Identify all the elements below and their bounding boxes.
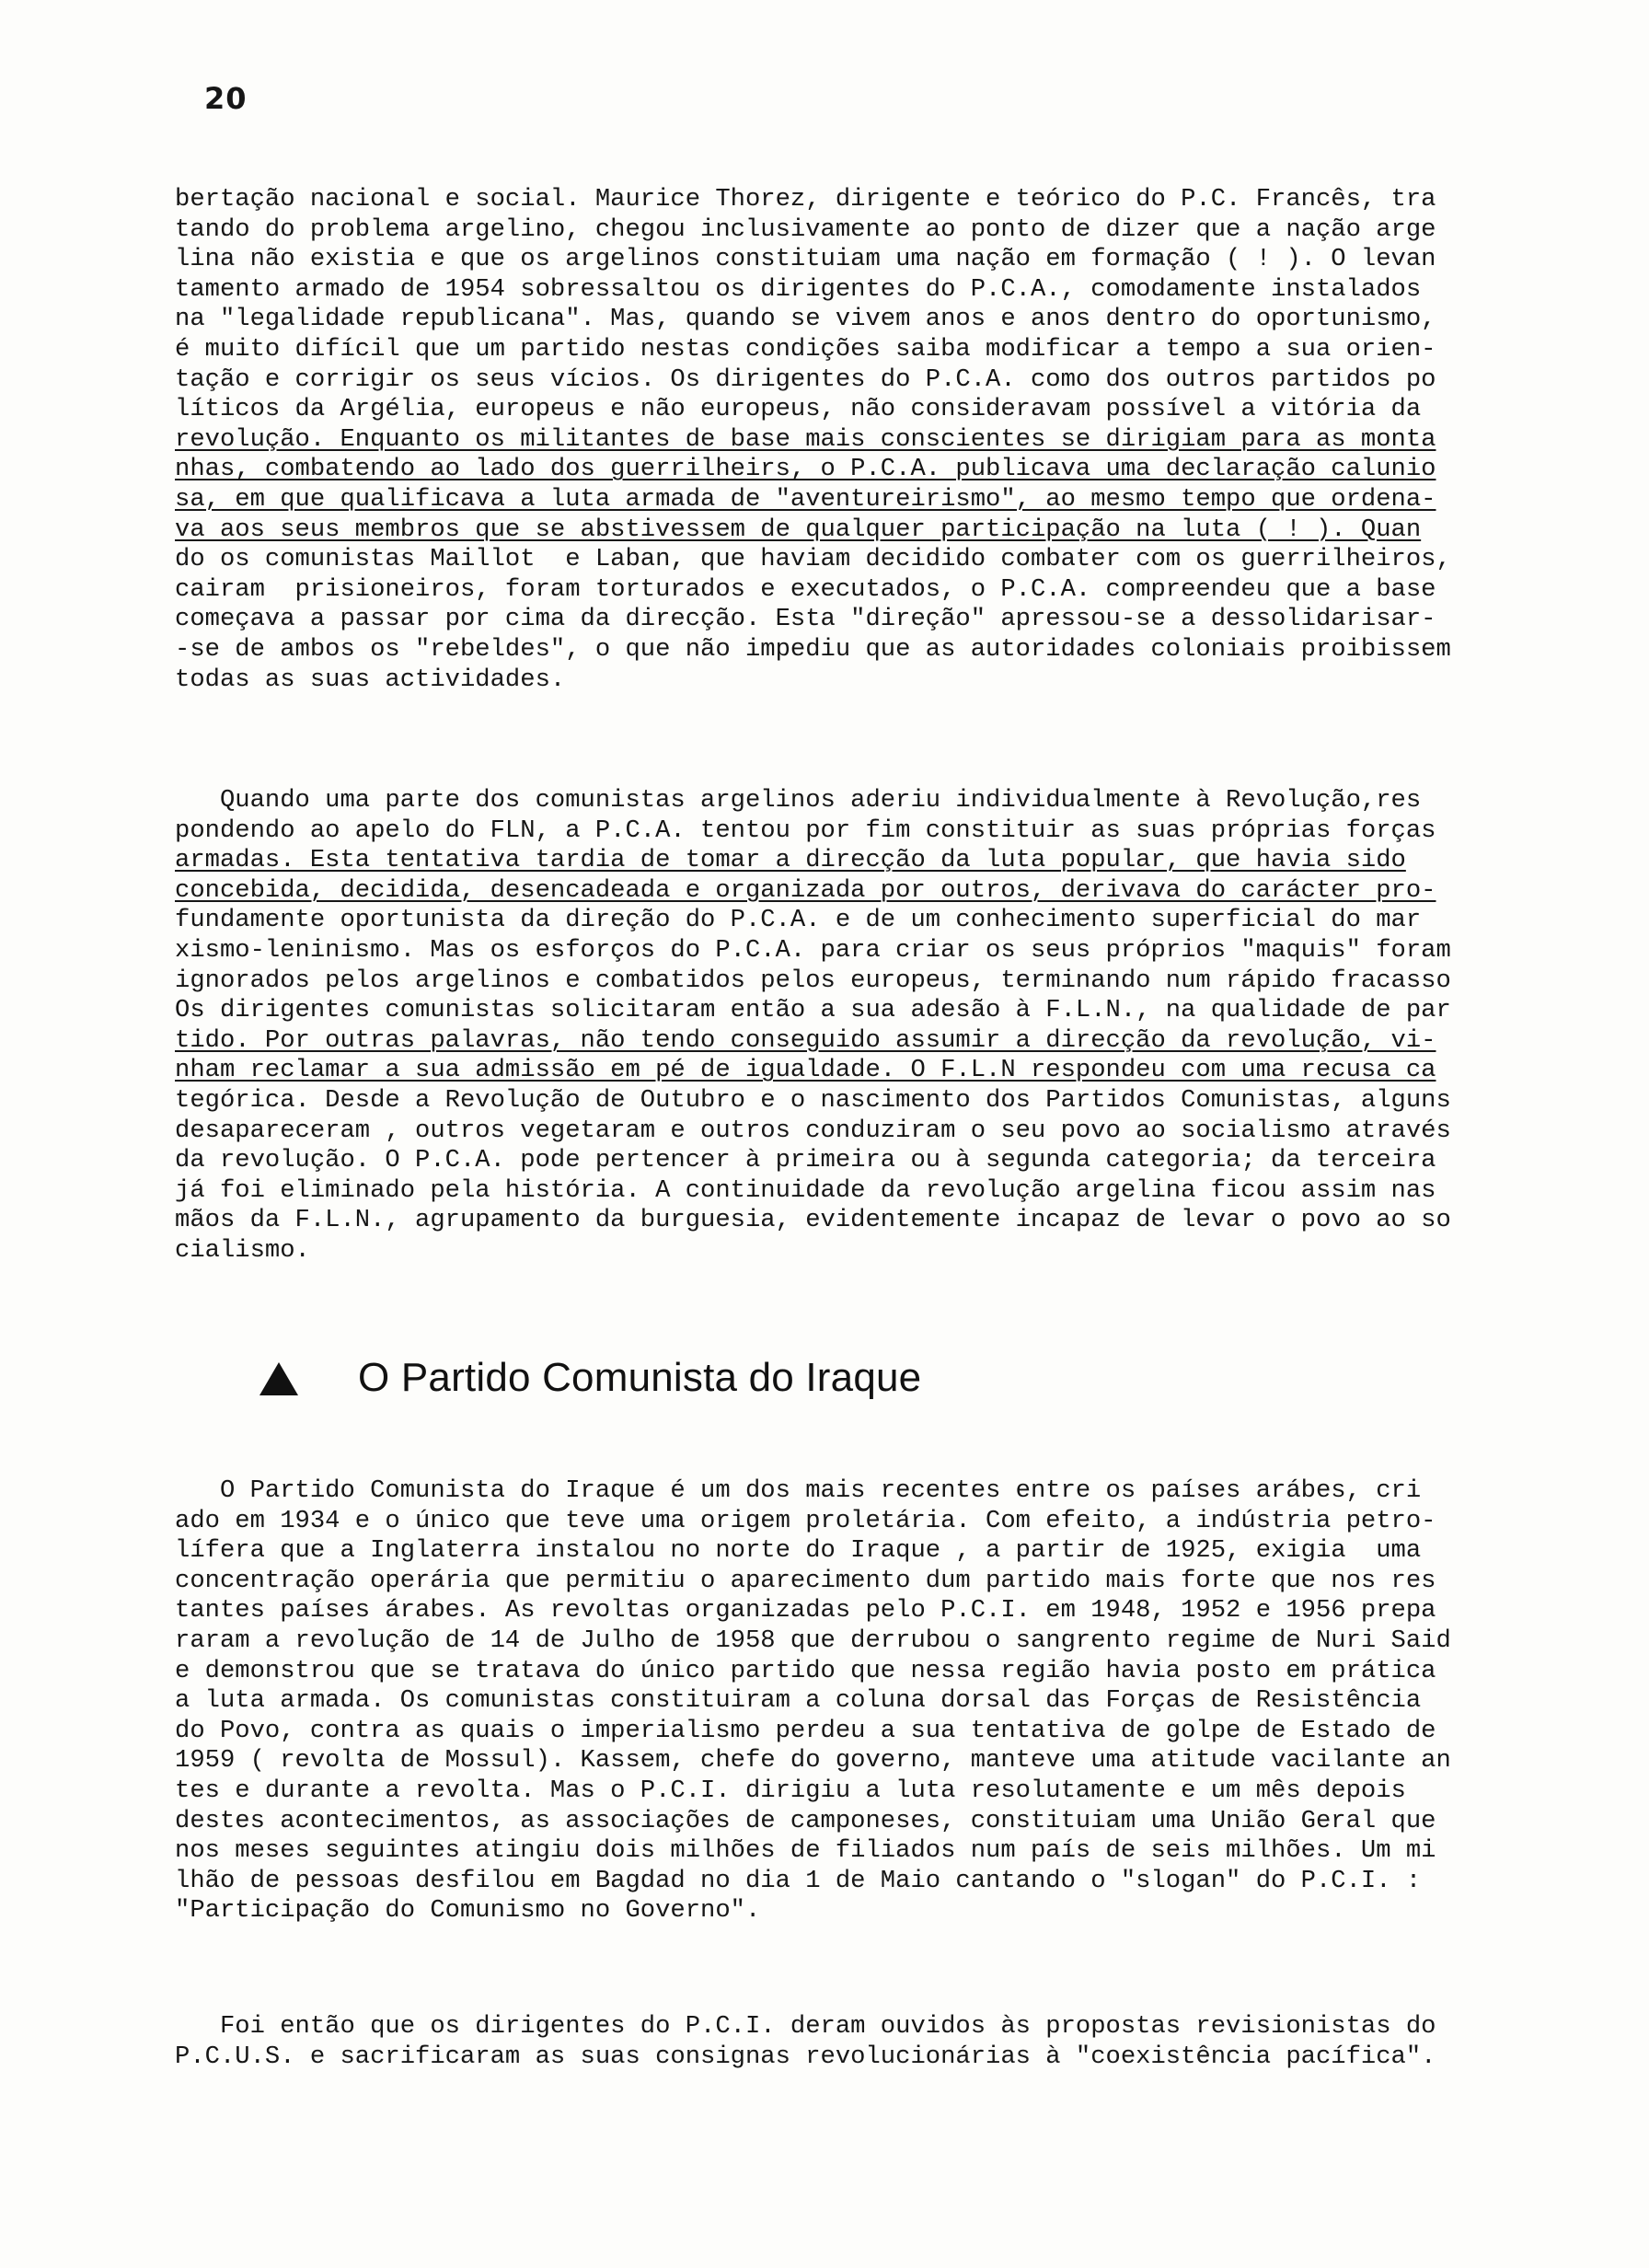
text-line: bertação nacional e social. Maurice Thorez, dirigente e teórico do P.C. Francês, tra: [175, 185, 1436, 214]
text-line: fundamente oportunista da direção do P.C.A. e de um conhecimento superficial do mar: [175, 906, 1422, 935]
text-line: todas as suas actividades.: [175, 665, 566, 694]
text-line: da revolução. O P.C.A. pode pertencer à primeira ou à segunda categoria; da terceira: [175, 1146, 1436, 1175]
text-line: tantes países árabes. As revoltas organizadas pelo P.C.I. em 1948, 1952 e 1956 prepa: [175, 1596, 1436, 1626]
triangle-bullet-icon: [259, 1362, 298, 1395]
paragraph-2: [175, 786, 1587, 1267]
text-line: nham reclamar a sua admissão em pé de igualdade. O F.L.N respondeu com uma recusa ca: [175, 1056, 1436, 1085]
text-line: revolução. Enquanto os militantes de base mais conscientes se dirigiam para as monta: [175, 424, 1436, 454]
text-line: destes acontecimentos, as associações de camponeses, constituiam uma União Geral que: [175, 1806, 1436, 1835]
text-line: começava a passar por cima da direcção. Esta "direção" apressou-se a dessolidarisar-: [175, 605, 1436, 634]
text-line: e demonstrou que se tratava do único partido que nessa região havia posto em prática: [175, 1656, 1436, 1685]
text-line: cairam prisioneiros, foram torturados e executados, o P.C.A. compreendeu que a base: [175, 574, 1436, 604]
text-line: lífera que a Inglaterra instalou no norte do Iraque , a partir de 1925, exigia uma: [175, 1536, 1422, 1566]
text-line: Foi então que os dirigentes do P.C.I. deram ouvidos às propostas revisionistas do: [175, 2012, 1436, 2041]
text-line: já foi eliminado pela história. A continuidade da revolução argelina ficou assim nas: [175, 1175, 1436, 1205]
text-line: xismo-leninismo. Mas os esforços do P.C.A. para criar os seus próprios "maquis" foram: [175, 935, 1451, 965]
text-line: tido. Por outras palavras, não tendo conseguido assumir a direcção da revolução, vi-: [175, 1025, 1436, 1055]
text-line: desapareceram , outros vegetaram e outros conduziram o seu povo ao socialismo através: [175, 1116, 1451, 1145]
text-line: lina não existia e que os argelinos constituiam uma nação em formação ( ! ). O levan: [175, 245, 1436, 274]
text-line: O Partido Comunista do Iraque é um dos mais recentes entre os países arábes, cri: [175, 1476, 1422, 1505]
text-line: raram a revolução de 14 de Julho de 1958 que derrubou o sangrento regime de Nuri Said: [175, 1626, 1451, 1655]
section-heading: [259, 1346, 921, 1410]
text-line: do os comunistas Maillot e Laban, que haviam decidido combater com os guerrilheiros,: [175, 545, 1451, 574]
text-line: pondendo ao apelo do FLN, a P.C.A. tentou por fim constituir as suas próprias forças: [175, 816, 1436, 845]
text-line: na "legalidade republicana". Mas, quando se vivem anos e anos dentro do oportunismo,: [175, 305, 1436, 334]
text-line: tes e durante a revolta. Mas o P.C.I. dirigiu a luta resolutamente e um mês depois: [175, 1776, 1406, 1805]
text-line: a luta armada. Os comunistas constituiram a coluna dorsal das Forças de Resistência: [175, 1686, 1422, 1716]
text-line: tamento armado de 1954 sobressaltou os dirigentes do P.C.A., comodamente instalados: [175, 274, 1422, 304]
text-line: "Participação do Comunismo no Governo".: [175, 1896, 761, 1926]
text-line: do Povo, contra as quais o imperialismo perdeu a sua tentativa de golpe de Estado de: [175, 1716, 1436, 1745]
text-line: Quando uma parte dos comunistas argelinos aderiu individualmente à Revolução,res: [175, 786, 1422, 815]
text-line: ado em 1934 e o único que teve uma origem proletária. Com efeito, a indústria petro-: [175, 1506, 1436, 1535]
page-number: 20: [204, 81, 248, 116]
paragraph-4: [175, 2012, 1587, 2072]
section-heading-text: O Partido Comunista do Iraque: [358, 1355, 922, 1400]
text-line: tação e corrigir os seus vícios. Os dirigentes do P.C.A. como dos outros partidos po: [175, 364, 1436, 394]
text-line: ignorados pelos argelinos e combatidos pelos europeus, terminando num rápido fracasso: [175, 966, 1451, 995]
paragraph-1: [175, 185, 1587, 695]
text-line: tegórica. Desde a Revolução de Outubro e o nascimento dos Partidos Comunistas, alguns: [175, 1085, 1451, 1115]
text-line: 1959 ( revolta de Mossul). Kassem, chefe do governo, manteve uma atitude vacilante an: [175, 1746, 1451, 1776]
text-line: é muito difícil que um partido nestas condições saiba modificar a tempo a sua orien-: [175, 334, 1436, 364]
text-line: concebida, decidida, desencadeada e organizada por outros, derivava do carácter pro-: [175, 875, 1436, 905]
text-line: tando do problema argelino, chegou inclusivamente ao ponto de dizer que a nação arge: [175, 214, 1436, 244]
text-line: concentração operária que permitiu o aparecimento dum partido mais forte que nos res: [175, 1566, 1436, 1595]
text-line: nos meses seguintes atingiu dois milhões de filiados num país de seis milhões. Um mi: [175, 1836, 1436, 1866]
text-line: Os dirigentes comunistas solicitaram então a sua adesão à F.L.N., na qualidade de par: [175, 996, 1451, 1025]
text-line: nhas, combatendo ao lado dos guerrilheirs, o P.C.A. publicava uma declaração calunio: [175, 455, 1436, 484]
paragraph-3: [175, 1476, 1587, 1927]
text-line: mãos da F.L.N., agrupamento da burguesia, evidentemente incapaz de levar o povo ao so: [175, 1206, 1451, 1235]
text-line: lhão de pessoas desfilou em Bagdad no dia 1 de Maio cantando o "slogan" do P.C.I. :: [175, 1866, 1422, 1895]
text-line: P.C.U.S. e sacrificaram as suas consignas revolucionárias à "coexistência pacífica".: [175, 2042, 1436, 2071]
text-line: líticos da Argélia, europeus e não europeus, não consideravam possível a vitória da: [175, 395, 1422, 424]
text-line: sa, em que qualificava a luta armada de "aventureirismo", ao mesmo tempo que ordena-: [175, 484, 1436, 514]
text-line: cialismo.: [175, 1235, 310, 1265]
text-line: va aos seus membros que se abstivessem de qualquer participação na luta ( ! ). Quan: [175, 515, 1422, 544]
text-line: armadas. Esta tentativa tardia de tomar a direcção da luta popular, que havia sido: [175, 846, 1406, 875]
text-line: -se de ambos os "rebeldes", o que não impediu que as autoridades coloniais proibissem: [175, 634, 1451, 664]
